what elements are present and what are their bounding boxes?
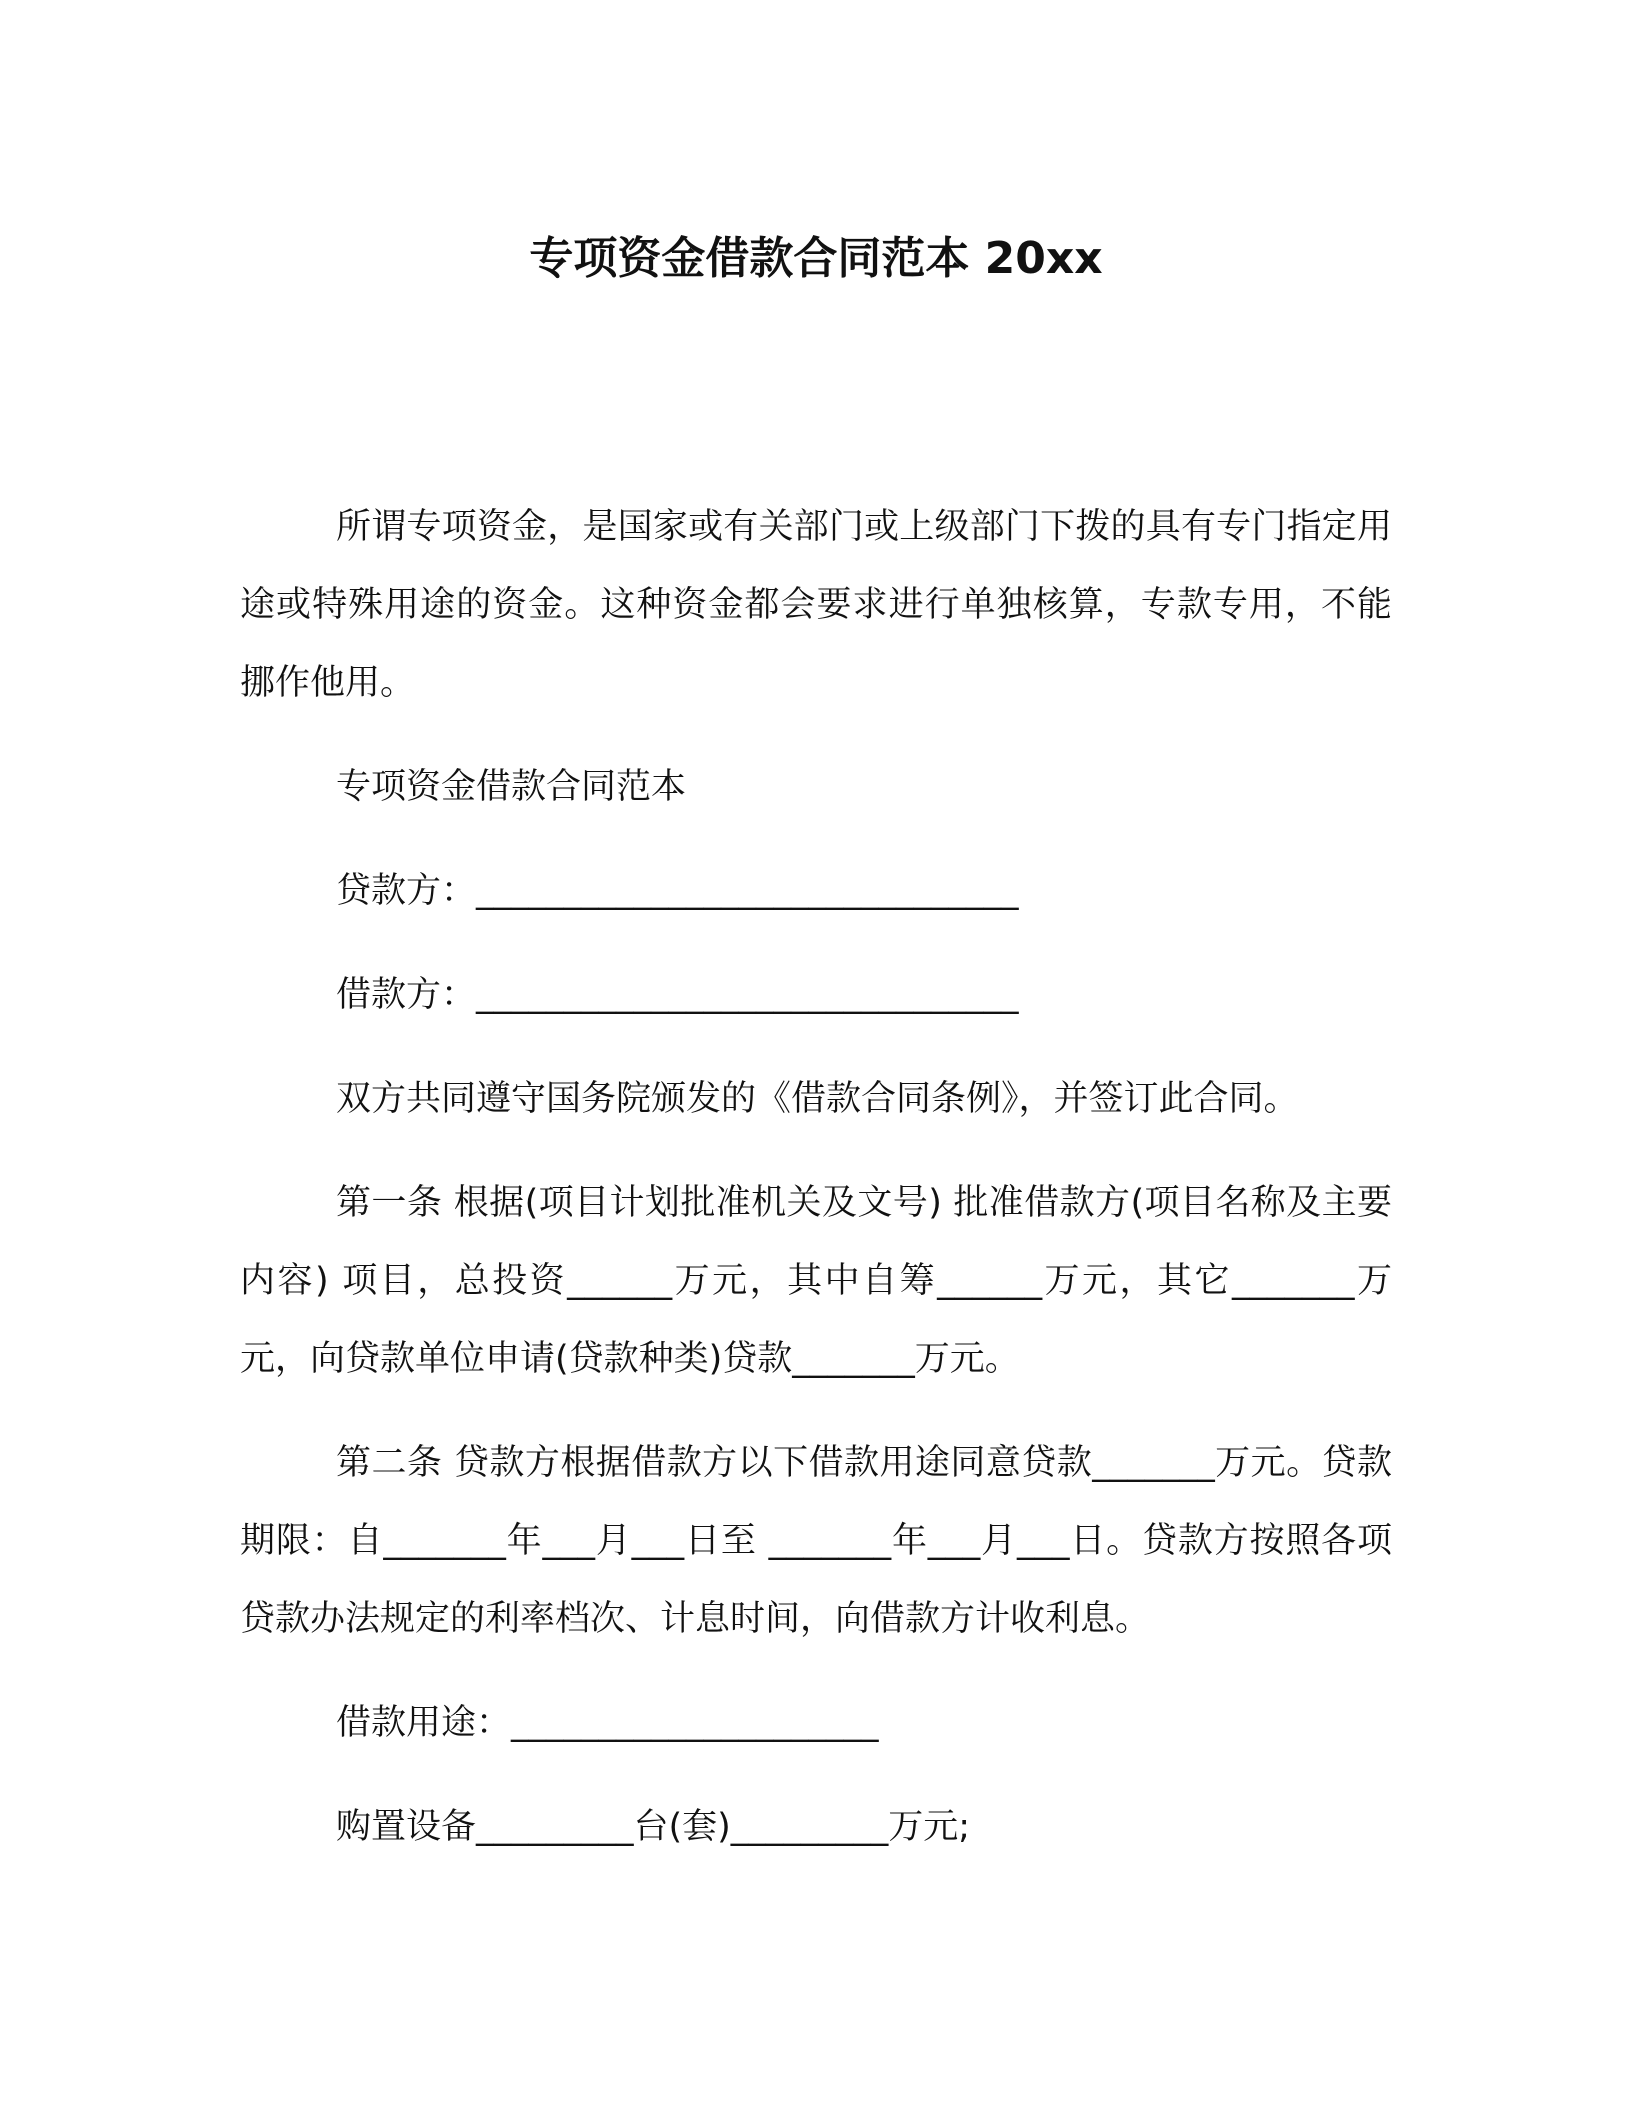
article-one: 第一条 根据(项目计划批准机关及文号) 批准借款方(项目名称及主要内容) 项目，总投资______万元，其中自筹______万元，其它_______万元，向贷款单位申请(贷款种类)贷款_______万元。 xyxy=(240,1183,1392,1379)
contract-heading: 专项资金借款合同范本 xyxy=(336,767,687,807)
borrower-field: 借款方：_______________________________ xyxy=(336,975,1019,1015)
document-title: 专项资金借款合同范本 20xx xyxy=(529,233,1103,284)
lender-field: 贷款方：_______________________________ xyxy=(336,871,1019,911)
agreement-statement: 双方共同遵守国务院颁发的《借款合同条例》，并签订此合同。 xyxy=(336,1079,1299,1119)
loan-purpose-field: 借款用途：_____________________ xyxy=(336,1703,879,1743)
document-body xyxy=(240,488,1392,1892)
article-two: 第二条 贷款方根据借款方以下借款用途同意贷款_______万元。贷款期限：自_______年___月___日至 _______年___月___日。贷款方按照各项贷款办法规定的利率档次、计息时间，向借款方计收利息。 xyxy=(240,1443,1392,1639)
intro-paragraph: 所谓专项资金，是国家或有关部门或上级部门下拨的具有专门指定用途或特殊用途的资金。这种资金都会要求进行单独核算，专款专用，不能挪作他用。 xyxy=(240,507,1392,703)
equipment-purchase-field: 购置设备_________台(套)_________万元; xyxy=(336,1807,971,1847)
